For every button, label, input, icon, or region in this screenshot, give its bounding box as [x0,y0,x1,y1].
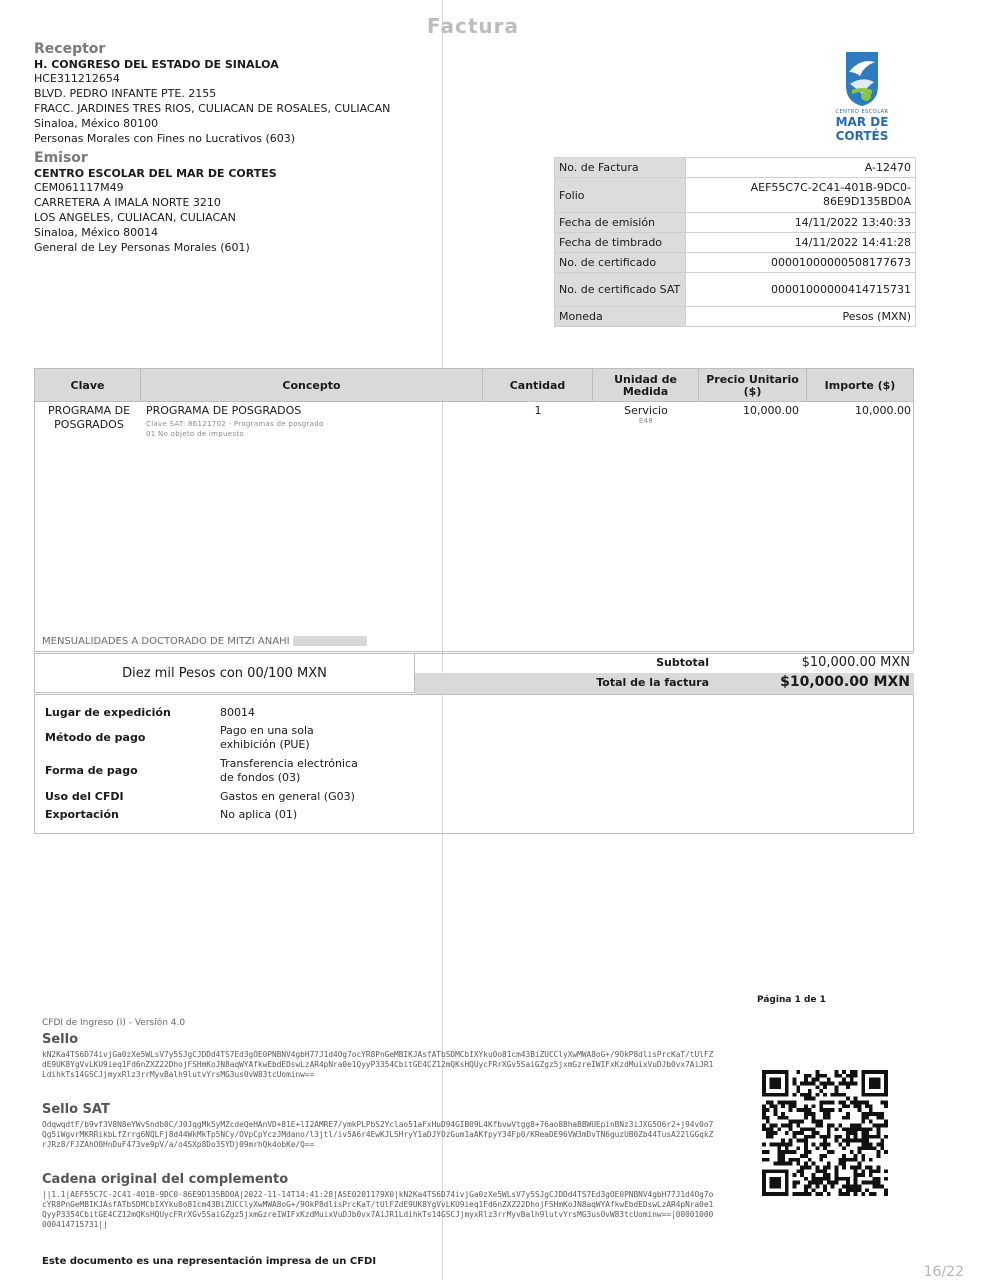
payment-info [34,694,914,834]
item-unidad-name: Servicio [624,404,668,417]
forma-value: Transferencia electrónica de fondos (03) [220,757,358,784]
header-cantidad: Cantidad [483,369,593,402]
emisor-address-2: LOS ANGELES, CULIACAN, CULIACAN [34,211,236,224]
info-label: No. de certificado [555,253,686,273]
receptor-address-1: BLVD. PEDRO INFANTE PTE. 2155 [34,87,217,100]
info-label: Folio [555,178,686,213]
emisor-rfc: CEM061117M49 [34,181,124,194]
logo-small-text: CENTRO ESCOLAR [835,109,889,115]
sello-sat-block [42,1102,714,1150]
metodo-value: Pago en una sola exhibición (PUE) [220,724,314,751]
page-number: Página 1 de 1 [757,995,826,1005]
sello-sat-value: OdqwqdtF/b9vf3V8N8eYWvSndb0C/J0JqgMk5yMZcdeQeHAnVD+81E+lI2AMRE7/ymkPLPbS2Yclao51aFxHuD94GIB09L4KfbvwVtgg8+76ao8BhaBBWUEpinBNz3iJXG5O6r2+j94v0o7Qg5iWgvrMKRRikbLfZrrg6NQLFj8d44WkMkTp5NCy/OVpCpYczJMdano/l3jtl/iv5A6r4EwKJLSHryY1aDJYOzGum1aAKfpyY34Fp0/KReaDE96VW3mDvTN6guzUB0Zb44TusA22lGGqkZrJRz8/FJZAhO0HnDuF473ve9pV/a/o4SXp8Do3SYDj09mrhQk4obKe/Q== [42,1120,714,1149]
total-label: Total de la factura [596,676,709,689]
emisor-address-1: CARRETERA A IMALA NORTE 3210 [34,196,221,209]
logo-name: MAR DE CORTÉS [835,115,889,143]
item-precio: 10,000.00 [743,404,799,417]
info-value: 14/11/2022 14:41:28 [686,233,916,253]
receptor-address-2: FRACC. JARDINES TRES RIOS, CULIACAN DE ROSALES, CULIACAN [34,102,391,115]
redacted-surname [293,636,367,646]
emisor-name: CENTRO ESCOLAR DEL MAR DE CORTES [34,167,277,180]
info-value: Pesos (MXN) [686,307,916,327]
receptor-address-3: Sinaloa, México 80100 [34,117,159,130]
receptor-rfc: HCE311212654 [34,72,120,85]
emisor-label: Emisor [34,150,88,166]
uso-label: Uso del CFDI [45,790,124,803]
lugar-value: 80014 [220,706,255,719]
emisor-block [34,150,434,255]
info-row [555,273,916,307]
footer-text: Este documento es una representación impresa de un CFDI [42,1256,377,1267]
receptor-name: H. CONGRESO DEL ESTADO DE SINALOA [34,58,279,71]
export-value: No aplica (01) [220,808,298,821]
info-label: Moneda [555,307,686,327]
info-label: No. de Factura [555,158,686,178]
info-label: No. de certificado SAT [555,273,686,307]
forma-label: Forma de pago [45,764,138,777]
cfdi-version: CFDI de Ingreso (I) - Versión 4.0 [42,1018,186,1028]
total-value: $10,000.00 MXN [780,674,910,690]
document-title: Factura [427,14,519,38]
items-header [35,369,913,402]
cadena-block [42,1172,714,1230]
item-clave: PROGRAMA DE POSGRADOS [47,404,131,431]
metodo-label: Método de pago [45,731,146,744]
info-row [555,307,916,327]
export-label: Exportación [45,808,119,821]
sello-value: kN2Ka4TS6D74ivjGa0zXe5WLsV7y5SJgCJDDd4TS7Ed3gOE0PNBNV4gbH77J1d4Og7ocYR8PnGeMBIKJAsfATbSDMCbIXYku0o81cm43BiZUCClyXwMWA8oG+/9OkP8dlisPrcKaT/tUlFZdE9UK8YgVvLKU9ieq1Fd6nZXZ22DhojFSHmKoJN8aqWYAfkwEbdEDswLzAR4pNra0e1QyyP3354CbitGE4CZ12mQKsHQUycFRrXGv5SaiGZgz5jxmGzreIWIFxKzdMuixVuDJb0vx7AiJR1LdihkTs14GSCJjmyxRlz3rrMyvBalh9lutvYrsMG3us0vW83tcUominw== [42,1050,714,1079]
sello-label: Sello [42,1032,79,1047]
header-clave: Clave [35,369,141,402]
items-table [34,368,914,652]
amount-in-words: Diez mil Pesos con 00/100 MXN [34,653,415,693]
receptor-regime: Personas Morales con Fines no Lucrativos (603) [34,132,296,145]
item-note-text: MENSUALIDADES A DOCTORADO DE MITZI ANAHI [42,636,290,647]
info-value: A-12470 [686,158,916,178]
info-row [555,213,916,233]
item-importe: 10,000.00 [855,404,911,417]
item-concepto [146,404,446,438]
receptor-block [34,41,434,146]
school-logo [812,50,912,143]
info-row [555,178,916,213]
subtotal-row [415,653,914,673]
uso-value: Gastos en general (G03) [220,790,355,803]
item-clave-sat: Clave SAT: 86121702 - Programas de posgrado [146,420,324,428]
invoice-info-table [554,157,916,327]
item-concepto-name: PROGRAMA DE POSGRADOS [146,404,302,417]
header-importe: Importe ($) [824,378,896,392]
info-value: 00001000000414715731 [686,273,916,307]
page-count: 16/22 [923,1264,964,1280]
item-cantidad: 1 [534,404,542,417]
info-row [555,158,916,178]
emisor-address-3: Sinaloa, México 80014 [34,226,159,239]
header-concepto: Concepto [141,369,483,402]
item-unidad-code: E48 [638,417,654,425]
header-precio: Precio Unitario ($) [699,369,807,402]
subtotal-label: Subtotal [656,656,709,669]
cadena-label: Cadena original del complemento [42,1172,289,1187]
header-unidad: Unidad de Medida [593,369,699,402]
info-label: Fecha de emisión [555,213,686,233]
logo-shield-icon [842,50,882,108]
subtotal-value: $10,000.00 MXN [801,655,910,670]
lugar-label: Lugar de expedición [45,706,171,719]
emisor-regime: General de Ley Personas Morales (601) [34,241,250,254]
info-value: 14/11/2022 13:40:33 [686,213,916,233]
info-row [555,253,916,273]
info-row [555,233,916,253]
info-label: Fecha de timbrado [555,233,686,253]
sello-sat-label: Sello SAT [42,1102,110,1117]
info-value: AEF55C7C-2C41-401B-9DC0-86E9D135BD0A [686,178,916,213]
item-unidad [593,404,699,425]
item-note [42,636,367,647]
receptor-label: Receptor [34,41,106,57]
sello-block [42,1032,714,1080]
info-value: 00001000000508177673 [686,253,916,273]
cadena-value: ||1.1|AEF55C7C-2C41-401B-9DC0-86E9D135BD0A|2022-11-14T14:41:28|ASE0201179X0|kN2Ka4TS6D74ivjGa0zXe5WLsV7y5SJgCJDDd4TS7Ed3gOE0PNBNV4gbH77J1d4Og7ocYR8PnGeMBIKJAsfATbSDMCbIXYku0o81cm43BiZUCClyXwMWA8oG+/9OkP8dlisPrcKaT/tUlFZdE9UK8YgVvLKU9ieq1Fd6nZXZ22DhojFSHmKoJN8aqWYAfkwEbdEDswLzAR4pNra0e1QyyP3354CbitGE4CZ12mQKsHQUycFRrXGv5SaiGZgz5jxmGzreIWIFxKzdMuixVuDJb0vx7AiJR1LdihkTs14GSCJjmyxRlz3rrMyvBalh9lutvYrsMG3us0vW83tcUominw==|00001000000414715731|| [42,1190,714,1229]
qr-code [760,1070,890,1196]
total-row [415,673,914,694]
item-objeto-impuesto: 01 No objeto de impuesto [146,430,244,438]
